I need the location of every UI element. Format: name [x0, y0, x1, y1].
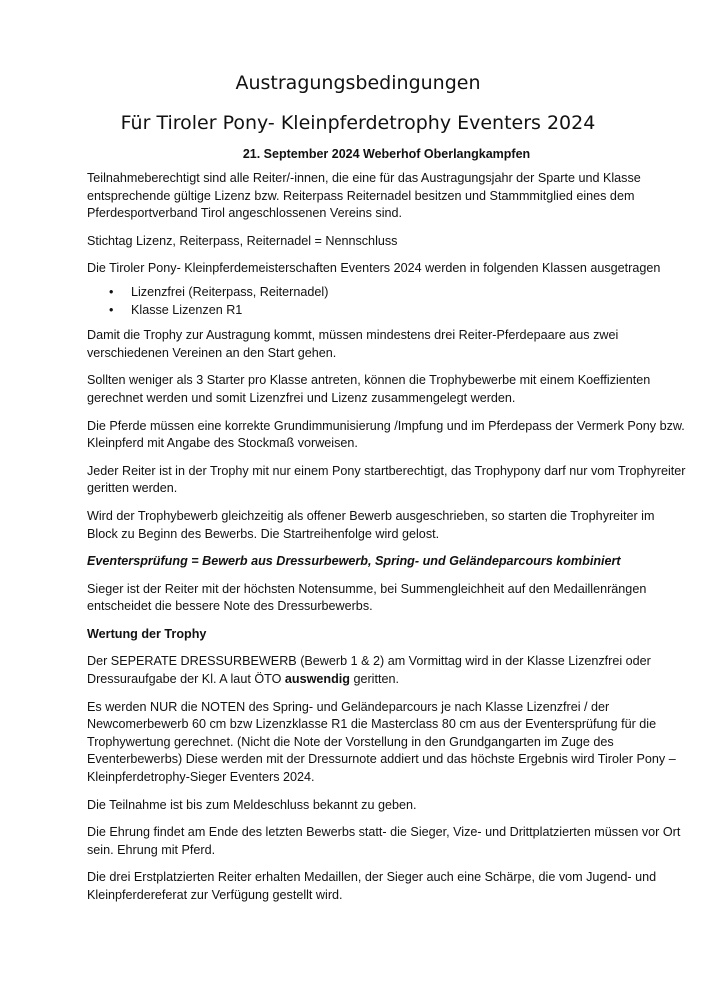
paragraph-eligibility: Teilnahmeberechtigt sind alle Reiter/-innen, die eine für das Austragungsjahr der Sparte und Klasse entsprechende gültige Lizenz bzw. Reiterpass Reiternadel besitzen und Stammmitglied eines dem Pferdesportverband Tirol angeschlossenen Vereins sind.	[87, 171, 641, 221]
paragraph-medals: Die drei Erstplatzierten Reiter erhalten Medaillen, der Sieger auch eine Schärpe, die vom Jugend- und Kleinpferdereferat zur Verfügung gestellt wird.	[87, 870, 657, 902]
document-title: Austragungsbedingungen	[235, 72, 481, 94]
paragraph-one-pony: Jeder Reiter ist in der Trophy mit nur einem Pony startberechtigt, das Trophypony darf nur vom Trophyreiter geritten werden.	[87, 463, 686, 496]
paragraph-coefficient: Sollten weniger als 3 Starter pro Klasse antreten, können die Trophybewerbe mit einem Koeffizienten gerechnet werden und somit Lizenzfrei und Lizenz zusammengelegt werden.	[87, 373, 651, 405]
paragraph-scoring-details: Es werden NUR die NOTEN des Spring- und Geländeparcours je nach Klasse Lizenzfrei / der Newcomerbewerb 60 cm bzw Lizenzklasse R1 die Masterclass 80 cm aus der Eventersprüfung für die Trophywertung gerechnet. (Nicht die Note der Vorstellung in den Grundgangarten im Zuge des Eventerbewerbs) Diese werden mit der Dressurnote addiert und das höchste Ergebnis wird Tiroler Pony – Kleinpferdetrophy-Sieger Eventers 2024.	[87, 699, 676, 785]
paragraph-eventing-definition: Eventersprüfung = Bewerb aus Dressurbewerb, Spring- und Geländeparcours kombiniert	[87, 554, 621, 569]
event-date-location: 21. September 2024 Weberhof Oberlangkampfen	[242, 147, 531, 161]
document-body	[87, 170, 688, 915]
class-list	[87, 284, 688, 319]
paragraph-classes-intro: Die Tiroler Pony- Kleinpferdemeisterschaften Eventers 2024 werden in folgenden Klassen ausgetragen	[87, 261, 661, 276]
document-subtitle-title: Für Tiroler Pony- Kleinpferdetrophy Eventers 2024	[120, 112, 596, 134]
section-heading-scoring: Wertung der Trophy	[87, 626, 207, 641]
paragraph-vaccination: Die Pferde müssen eine korrekte Grundimmunisierung /Impfung und im Pferdepass der Vermerk Pony bzw. Kleinpferd mit Angabe des Stockmaß vorweisen.	[87, 418, 685, 451]
paragraph-minimum-starters: Damit die Trophy zur Austragung kommt, müssen mindestens drei Reiter-Pferdepaare aus zwei verschiedenen Vereinen an den Start gehen.	[87, 328, 619, 360]
paragraph-ceremony: Die Ehrung findet am Ende des letzten Bewerbs statt- die Sieger, Vize- und Drittplatzierten müssen vor Ort sein. Ehrung mit Pferd.	[87, 825, 681, 857]
paragraph-winner: Sieger ist der Reiter mit der höchsten Notensumme, bei Summengleichheit auf den Medaillenrängen entscheidet die bessere Note des Dressurbewerbs.	[87, 581, 647, 614]
paragraph-open-class: Wird der Trophybewerb gleichzeitig als offener Bewerb ausgeschrieben, so starten die Trophyreiter im Block zu Beginn des Bewerbs. Die Startreihenfolge wird gelost.	[87, 508, 655, 541]
paragraph-dressage: Der SEPERATE DRESSURBEWERB (Bewerb 1 & 2) am Vormittag wird in der Klasse Lizenzfrei oder Dressuraufgabe der Kl. A laut ÖTO auswendig geritten.	[87, 654, 651, 687]
paragraph-deadline: Stichtag Lizenz, Reiterpass, Reiternadel = Nennschluss	[87, 233, 398, 248]
paragraph-registration: Die Teilnahme ist bis zum Meldeschluss bekannt zu geben.	[87, 797, 417, 812]
list-item: • Lizenzfrei (Reiterpass, Reiternadel)	[131, 284, 688, 302]
list-item: • Klasse Lizenzen R1	[131, 302, 688, 320]
